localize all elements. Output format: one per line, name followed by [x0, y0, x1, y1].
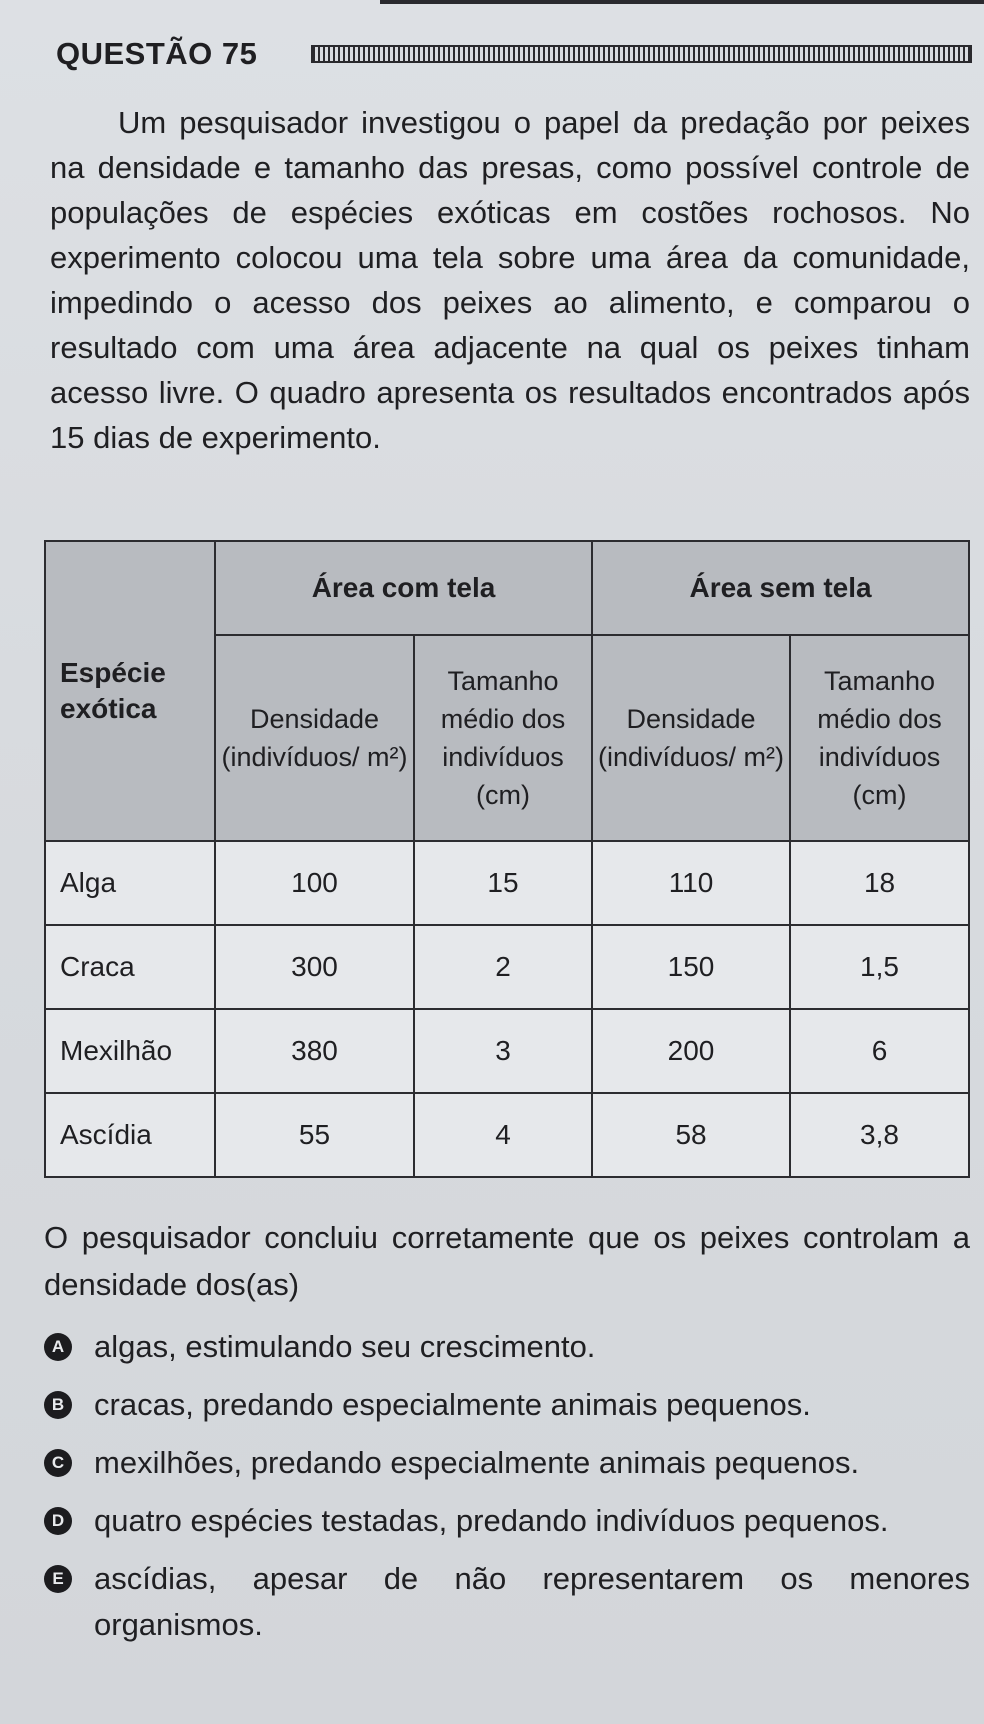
- results-table: [44, 540, 970, 1178]
- option-letter-badge: A: [44, 1333, 72, 1361]
- table-cell: 110: [592, 841, 790, 925]
- table-row: [45, 841, 969, 925]
- results-table-wrap: [44, 540, 968, 1178]
- option-text: quatro espécies testadas, predando indivíduos pequenos.: [94, 1503, 889, 1538]
- table-cell: 300: [215, 925, 414, 1009]
- group-header-com-tela: Área com tela: [215, 541, 592, 635]
- question-header: [56, 30, 972, 78]
- table-cell: 4: [414, 1093, 592, 1177]
- option-a[interactable]: [44, 1324, 970, 1370]
- table-cell: 6: [790, 1009, 969, 1093]
- option-letter-badge: E: [44, 1565, 72, 1593]
- table-cell: 1,5: [790, 925, 969, 1009]
- option-letter-badge: B: [44, 1391, 72, 1419]
- table-cell: 150: [592, 925, 790, 1009]
- table-cell: 15: [414, 841, 592, 925]
- table-cell: 3,8: [790, 1093, 969, 1177]
- species-cell: Craca: [45, 925, 215, 1009]
- species-cell: Mexilhão: [45, 1009, 215, 1093]
- species-cell: Alga: [45, 841, 215, 925]
- species-header: Espécie exótica: [45, 541, 215, 841]
- table-cell: 3: [414, 1009, 592, 1093]
- option-letter-badge: D: [44, 1507, 72, 1535]
- sub-header-densidade-com: Densidade (indivíduos/ m²): [215, 635, 414, 841]
- table-row: [45, 1093, 969, 1177]
- sub-header-densidade-sem: Densidade (indivíduos/ m²): [592, 635, 790, 841]
- species-cell: Ascídia: [45, 1093, 215, 1177]
- sub-header-tamanho-sem: Tamanho médio dos indivíduos (cm): [790, 635, 969, 841]
- question-stem: Um pesquisador investigou o papel da predação por peixes na densidade e tamanho das presas, como possível controle de populações de espécies exóticas em costões rochosos. No experimento colocou uma tela sobre uma área da comunidade, impedindo o acesso dos peixes ao alimento, e comparou o resultado com uma área adjacente na qual os peixes tinham acesso livre. O quadro apresenta os resultados encontrados após 15 dias de experimento.: [50, 105, 970, 455]
- answer-options: [44, 1324, 970, 1660]
- group-header-sem-tela: Área sem tela: [592, 541, 969, 635]
- option-letter-badge: C: [44, 1449, 72, 1477]
- top-rule: [380, 0, 984, 4]
- option-text: mexilhões, predando especialmente animais pequenos.: [94, 1445, 860, 1480]
- table-row: [45, 1009, 969, 1093]
- table-cell: 380: [215, 1009, 414, 1093]
- option-text: cracas, predando especialmente animais pequenos.: [94, 1387, 811, 1422]
- table-row: [45, 925, 969, 1009]
- question-prompt: O pesquisador concluiu corretamente que os peixes controlam a densidade dos(as): [44, 1220, 970, 1302]
- option-text: algas, estimulando seu crescimento.: [94, 1329, 596, 1364]
- table-cell: 58: [592, 1093, 790, 1177]
- table-cell: 18: [790, 841, 969, 925]
- option-e[interactable]: [44, 1556, 970, 1648]
- option-text: ascídias, apesar de não representarem os menores organismos.: [94, 1561, 970, 1642]
- option-b[interactable]: [44, 1382, 970, 1428]
- option-d[interactable]: [44, 1498, 970, 1544]
- option-c[interactable]: [44, 1440, 970, 1486]
- table-cell: 200: [592, 1009, 790, 1093]
- header-decorative-bar: [311, 45, 972, 63]
- table-cell: 2: [414, 925, 592, 1009]
- table-cell: 100: [215, 841, 414, 925]
- sub-header-tamanho-com: Tamanho médio dos indivíduos (cm): [414, 635, 592, 841]
- table-cell: 55: [215, 1093, 414, 1177]
- question-title: QUESTÃO 75: [56, 36, 258, 71]
